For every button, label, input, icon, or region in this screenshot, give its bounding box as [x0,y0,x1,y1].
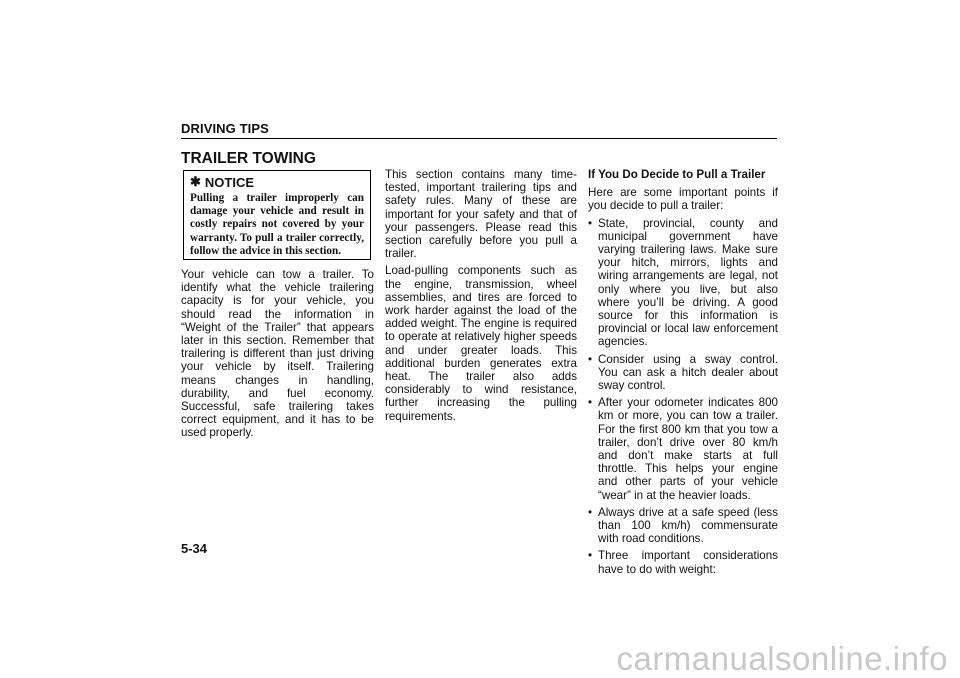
column-3 [588,168,778,580]
bullet-item: • After your odometer indicates 800 km or more, you can tow a trailer. For the first 800 km that you tow a trailer, don’t drive over 80 km/h and don’t make starts at full throttle. This helps your engine and other parts of your vehicle “wear” in at the heavier loads. [588,396,778,502]
page-number: 5-34 [181,541,208,556]
paragraph: This section contains many time-tested, important trailering tips and safety rules. Many of these are important for your safety and that of your passengers. Please read this section carefully before you pull a trailer. [385,168,577,261]
running-header: DRIVING TIPS [181,121,269,136]
bullet-item: • Consider using a sway control. You can ask a hitch dealer about sway control. [588,353,778,393]
notice-title: NOTICE [204,174,255,190]
column-2 [385,168,577,427]
notice-text: Pulling a trailer improperly can damage your vehicle and result in costly repairs not covered by your warranty. To pull a trailer correctly, follow the advice in this section. [190,192,364,257]
bullet-item: • State, provincial, county and municipal government have varying trailering laws. Make sure your hitch, mirrors, lights and wiring arrangements are legal, not only where you live, but also where you’ll be driving. A good source for this information is provincial or local law enforcement agencies. [588,217,778,349]
subheading: If You Do Decide to Pull a Trailer [588,168,766,181]
bullet-item: • Three important considerations have to do with weight: [588,549,778,575]
watermark: carmanualsonline.info [616,640,948,677]
intro-paragraph: Here are some important points if you decide to pull a trailer: [588,186,778,213]
notice-heading [190,174,364,190]
paragraph: Your vehicle can tow a trailer. To identify what the vehicle trailering capacity is for your vehicle, you should read the information in “Weight of the Trailer” that appears later in this section. Remember that trailering is different than just driving your vehicle by itself. Trailering means changes in handling, durability, and fuel economy. Successful, safe trailering takes correct equipment, and it has to be used properly. [181,268,374,440]
header-divider [181,138,777,139]
bullet-item: • Always drive at a safe speed (less than 100 km/h) commensurate with road conditions. [588,506,778,546]
section-title: TRAILER TOWING [181,150,316,167]
notice-box [183,170,371,260]
paragraph: Load-pulling components such as the engine, transmission, wheel assemblies, and tires are forced to work harder against the load of the added weight. The engine is required to operate at relatively higher speeds and under greater loads. This additional burden generates extra heat. The trailer also adds considerably to wind resistance, further increasing the pulling requirements. [385,264,577,423]
asterisk-star-icon: ✱ [190,174,201,189]
bullet-list [588,217,778,576]
column-1 [181,268,374,444]
